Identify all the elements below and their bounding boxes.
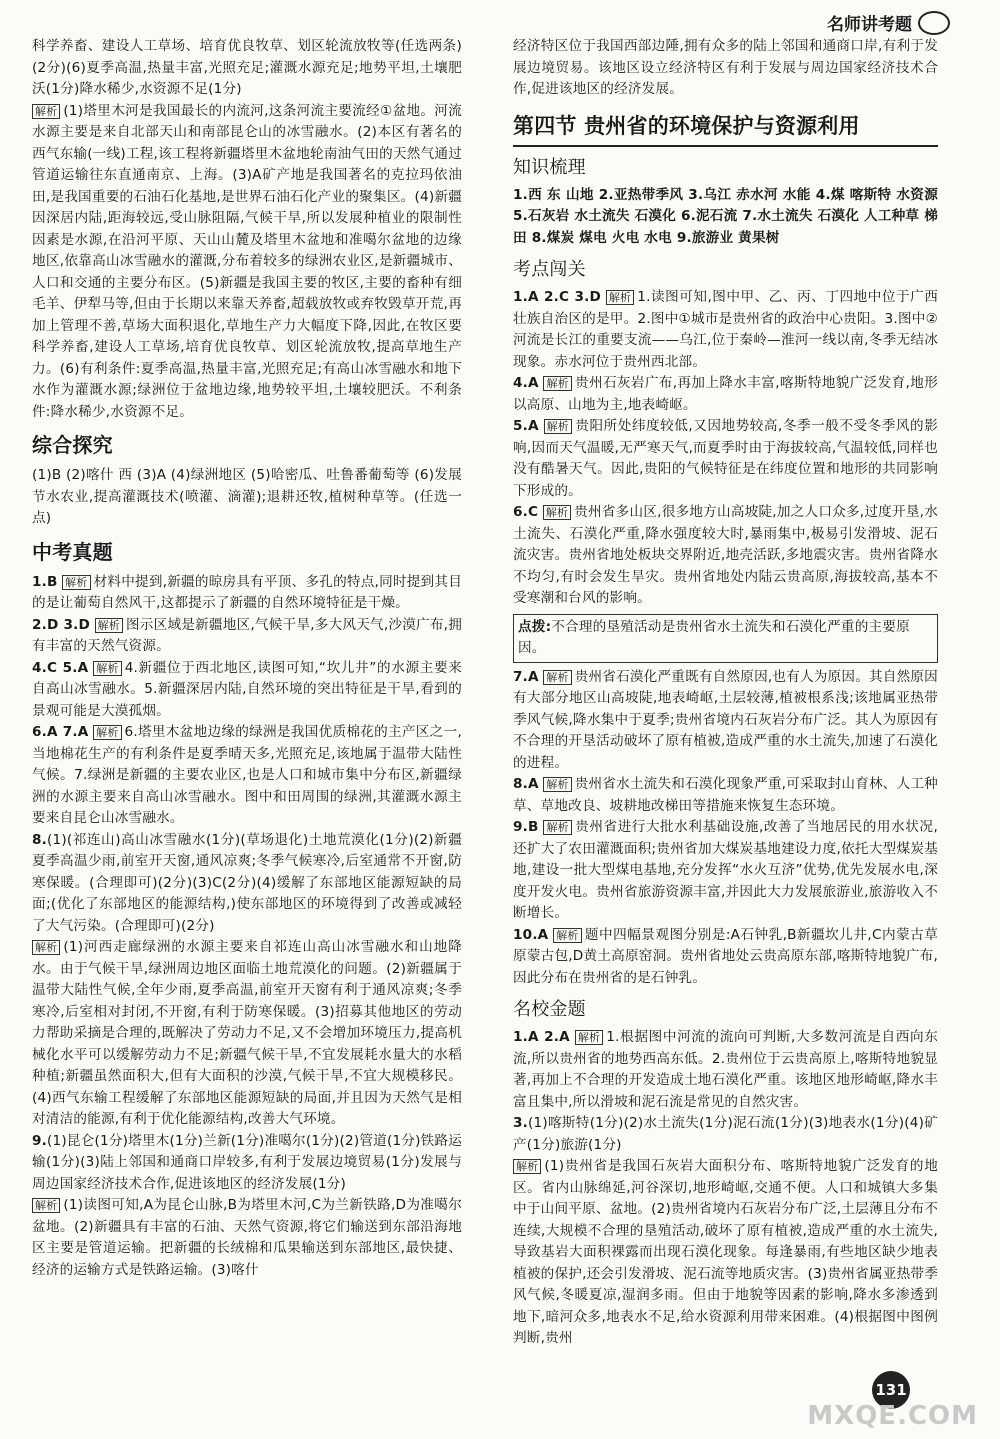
watermark: MXQE.COM	[807, 1401, 978, 1431]
section-zonghe: 综合探究	[32, 433, 113, 457]
right-a7: 7.A 解析 贵州省石漠化严重既有自然原因,也有人为原因。其自然原因有大部分地区山高坡陡,地表崎岖,土层较薄,植被根系浅;该地属亚热带季风气候,降水集中于夏季;贵州省境内石灰岩分布广泛。其人为原因有不合理的开垦活动破坏了原有植被,造成严重的水土流失,加速了石漠化的进程。	[513, 668, 938, 771]
left-q9: 9.(1)昆仑(1分)塔里木(1分)兰新(1分)准噶尔(1分)(2)管道(1分)铁路运输(1分)(3)陆上邻国和通商口岸较多,有利于发展边境贸易(1分)发展与周边国家经济技术合作,促进该地区的经济发展(1分)	[32, 1132, 462, 1192]
left-p2: 解析 (1)塔里木河是我国最长的内流河,这条河流主要流经①盆地。河流水源主要是来自北部天山和南部昆仑山的冰雪融水。(2)本区有著名的西气东输(一线)工程,该工程将新疆塔里木盆地轮南油气田的天然气通过管道运输往东直通南京、上海。(3)A矿产地是我国著名的克拉玛依油田,是我国重要的石油石化基地,是世界石油石化产业的聚集区。(4)新疆因深居内陆,距海较远,受山脉阻隔,气候干旱,所以发展种植业的限制性因素是水源,在沿河平原、天山山麓及塔里木盆地和准噶尔盆地的边缘地区,依靠高山冰雪融水的灌溉,分布着较多的绿洲农业区,是新疆城市、人口和交通的主要分布区。(5)新疆是我国主要的牧区,主要的畜种有细毛羊、伊犁马等,但由于长期以来靠天养畜,超载放牧或弃牧毁草开荒,再加上管理不善,草场大面积退化,草地生产力大幅度下降,因此,在牧区要科学养畜,建设人工草场,培育优良牧草、划区轮流放牧,提高草地生产力。(6)有利条件:夏季高温,热量丰富,光照充足;有高山冰雪融水和地下水作为灌溉水源;绿洲位于盆地边缘,地势较平坦,土壤较肥沃。不利条件:降水稀少,水资源不足。	[32, 102, 462, 420]
right-column	[513, 36, 938, 1350]
left-p3: (1)B (2)喀什 西 (3)A (4)绿洲地区 (5)哈密瓜、吐鲁番葡萄等 (6)发展节水农业,提高灌溉技术(喷灌、滴灌);退耕还牧,植树种草等。(任选一点)	[32, 467, 462, 526]
page-header	[827, 10, 950, 35]
right-m1: 1.A 2.A 解析 1.根据图中河流的流向可判断,大多数河流是自西向东流,所以贵州省的地势西高东低。2.贵州位于云贵高原上,喀斯特地貌显著,再加上不合理的开发造成土地石漠化严重。该地区地形崎岖,降水丰富且集中,所以滑坡和泥石流是常见的自然灾害。	[513, 1029, 938, 1110]
left-q1: 1.B 解析 材料中提到,新疆的晾房具有平顶、多孔的特点,同时提到其目的是让葡萄自然风干,这都提示了新疆的自然环境特征是干燥。	[32, 573, 462, 611]
left-q4: 4.C 5.A 解析 4.新疆位于西北地区,读图可知,“坎儿井”的水源主要来自高山冰雪融水。5.新疆深居内陆,自然环境的突出特征是干旱,看到的景观可能是大漠孤烟。	[32, 659, 462, 719]
tip-box: 点拨:不合理的垦殖活动是贵州省水土流失和石漠化严重的主要原因。	[513, 614, 938, 663]
left-q6: 6.A 7.A 解析 6.塔里木盆地边缘的绿洲是我国优质棉花的主产区之一,当地棉花生产的有利条件是夏季晴天多,光照充足,该地属于温带大陆性气候。7.绿洲是新疆的主要农业区,也是人口和城市集中分布区,新疆绿洲的水源主要来自高山冰雪融水。图中和田周围的绿洲,其灌溉水源主要来自昆仑山冰雪融水。	[32, 724, 462, 826]
right-m3-analysis: 解析 (1)贵州省是我国石灰岩大面积分布、喀斯特地貌广泛发育的地区。省内山脉绵延,河谷深切,地形崎岖,交通不便。人口和城镇大多集中于山间平原、盆地。(2)贵州省境内石灰岩分布广泛,土层薄且分布不连续,大规模不合理的垦殖活动,破坏了原有植被,造成严重的水土流失,导致基岩大面积裸露而出现石漠化现象。每逢暴雨,有些地区缺少地表植被的保护,还会引发滑坡、泥石流等地质灾害。(3)贵州省属亚热带季风气候,冬暖夏凉,湿润多雨。但由于地貌等因素的影响,降水多渗透到地下,暗河众多,地表水不足,给水资源利用带来困难。(4)根据图中图例判断,贵州	[513, 1158, 938, 1346]
left-p1: 科学养畜、建设人工草场、培育优良牧草、划区轮流放牧等(任选两条)(2分)(6)夏季高温,热量丰富,光照充足;灌溉水源充足;地势平坦,土壤肥沃(1分)降水稀少,水资源不足(1分)	[32, 38, 462, 97]
right-p1: 经济特区位于我国西部边陲,拥有众多的陆上邻国和通商口岸,有利于发展边境贸易。该地区设立经济特区有利于发展与周边国家经济技术合作,促进该地区的经济发展。	[513, 38, 938, 97]
left-q8-analysis: 解析 (1)河西走廊绿洲的水源主要来自祁连山高山冰雪融水和山地降水。由于气候干旱,绿洲周边地区面临土地荒漠化的问题。(2)新疆属于温带大陆性气候,全年少雨,夏季高温,前室开天窗有利于通风凉爽;冬季寒冷,后室相对封闭,不开窗,有利于防寒保暖。(3)招募其他地区的劳动力帮助采摘是合理的,既解决了劳动力不足,又不会增加环境压力,提高机械化水平可以缓解劳动力不足;新疆气候干旱,不宜发展耗水量大的水稻种植;新疆虽然面积大,但有大面积的沙漠,气候干旱,不宜大规模移民。(4)西气东输工程缓解了东部地区能源短缺的局面,并且因为天然气是相对清洁的能源,有利于优化能源结构,改善大气环境。	[32, 939, 462, 1127]
page-number: 131	[872, 1371, 910, 1409]
knowledge-list: 1.西 东 山地 2.亚热带季风 3.乌江 赤水河 水能 4.煤 喀斯特 水资源 5.石灰岩 水土流失 石漠化 6.泥石流 7.水土流失 石漠化 人工种草 梯田 8.煤炭 煤电 火电 水电 9.旅游业 黄果树	[513, 186, 938, 246]
right-a6: 6.C 解析 贵州省多山区,很多地方山高坡陡,加之人口众多,过度开垦,水土流失、石漠化严重,降水强度较大时,暴雨集中,极易引发滑坡、泥石流灾害。贵州省地处板块交界附近,地壳活跃,多地震灾害。贵州省降水不均匀,有时会发生旱灾。贵州省地处内陆云贵高原,海拔较高,基本不受寒潮和台风的影响。	[513, 504, 938, 606]
header-title: 名师讲考题	[827, 15, 912, 35]
analysis-tag: 解析	[32, 104, 60, 119]
right-a8: 8.A 解析 贵州省水土流失和石漠化现象严重,可采取封山育林、人工种草、草地改良、坡耕地改梯田等措施来恢复生态环境。	[513, 776, 938, 814]
left-q8: 8.(1)(祁连山)高山冰雪融水(1分)(草场退化)土地荒漠化(1分)(2)新疆夏季高温少雨,前室开天窗,通风凉爽;冬季气候寒冷,后室通常不开窗,防寒保暖。(合理即可)(2分)(3)C(2分)(4)缓解了东部地区能源短缺的局面;(优化了东部地区的能源结构,)使东部地区的环境得到了改善或减轻了大气污染。(合理即可)(2分)	[32, 831, 462, 934]
right-a5: 5.A 解析 贵阳所处纬度较低,又因地势较高,冬季一般不受冬季风的影响,因而天气温暖,无严寒天气,而夏季时由于海拔较高,气温较低,同样也没有酷暑天气。因此,贵阳的气候特征是在纬度位置和地形的共同影响下形成的。	[513, 418, 938, 499]
book-logo-icon	[918, 11, 950, 35]
left-q2: 2.D 3.D 解析 图示区域是新疆地区,气候干旱,多大风天气,沙漠广布,拥有丰富的天然气资源。	[32, 616, 463, 654]
right-m3: 3.(1)喀斯特(1分)(2)水土流失(1分)泥石流(1分)(3)地表水(1分)(4)矿产(1分)旅游(1分)	[513, 1115, 938, 1153]
right-a1: 1.A 2.C 3.D 解析 1.读图可知,图中甲、乙、丙、丁四地中位于广西壮族自治区的是甲。2.图中①城市是贵州省的政治中心贵阳。3.图中②河流是长江的重要支流——乌江,位于秦岭—淮河一线以南,冬季无结冰现象。赤水河位于贵州西北部。	[513, 289, 938, 370]
section-zhongkao: 中考真题	[32, 539, 113, 564]
right-a4: 4.A 解析 贵州石灰岩广布,再加上降水丰富,喀斯特地貌广泛发育,地形以高原、山地为主,地表崎岖。	[513, 375, 939, 413]
chapter-title: 第四节 贵州省的环境保护与资源利用	[513, 107, 938, 147]
sub-zhishi: 知识梳理	[513, 156, 586, 178]
sub-mingxiao: 名校金题	[513, 999, 586, 1020]
right-a9: 9.B 解析 贵州省进行大批水利基础设施,改善了当地居民的用水状况,还扩大了农田灌溉面积;贵州省加大煤炭基地建设力度,依托大型煤炭基地,建设一批大型煤电基地,充分发挥“水火互济”优势,优先发展水电,深度开发火电。贵州省旅游资源丰富,并因此大力发展旅游业,旅游收入不断增长。	[513, 819, 938, 921]
left-column	[32, 36, 462, 1281]
sub-kaodian: 考点闯关	[513, 259, 586, 280]
right-a10: 10.A 解析 题中四幅景观图分别是:A石钟乳,B新疆坎儿井,C内蒙古草原蒙古包,D黄土高原窑洞。贵州省地处云贵高原东部,喀斯特地貌广布,因此分布在贵州省的是石钟乳。	[513, 926, 939, 986]
left-q9-analysis: 解析 (1)读图可知,A为昆仑山脉,B为塔里木河,C为兰新铁路,D为准噶尔盆地。(2)新疆具有丰富的石油、天然气资源,将它们输送到东部沿海地区主要是管道运输。把新疆的长绒棉和瓜果输送到东部地区,最快捷、经济的运输方式是铁路运输。(3)喀什	[32, 1197, 462, 1278]
